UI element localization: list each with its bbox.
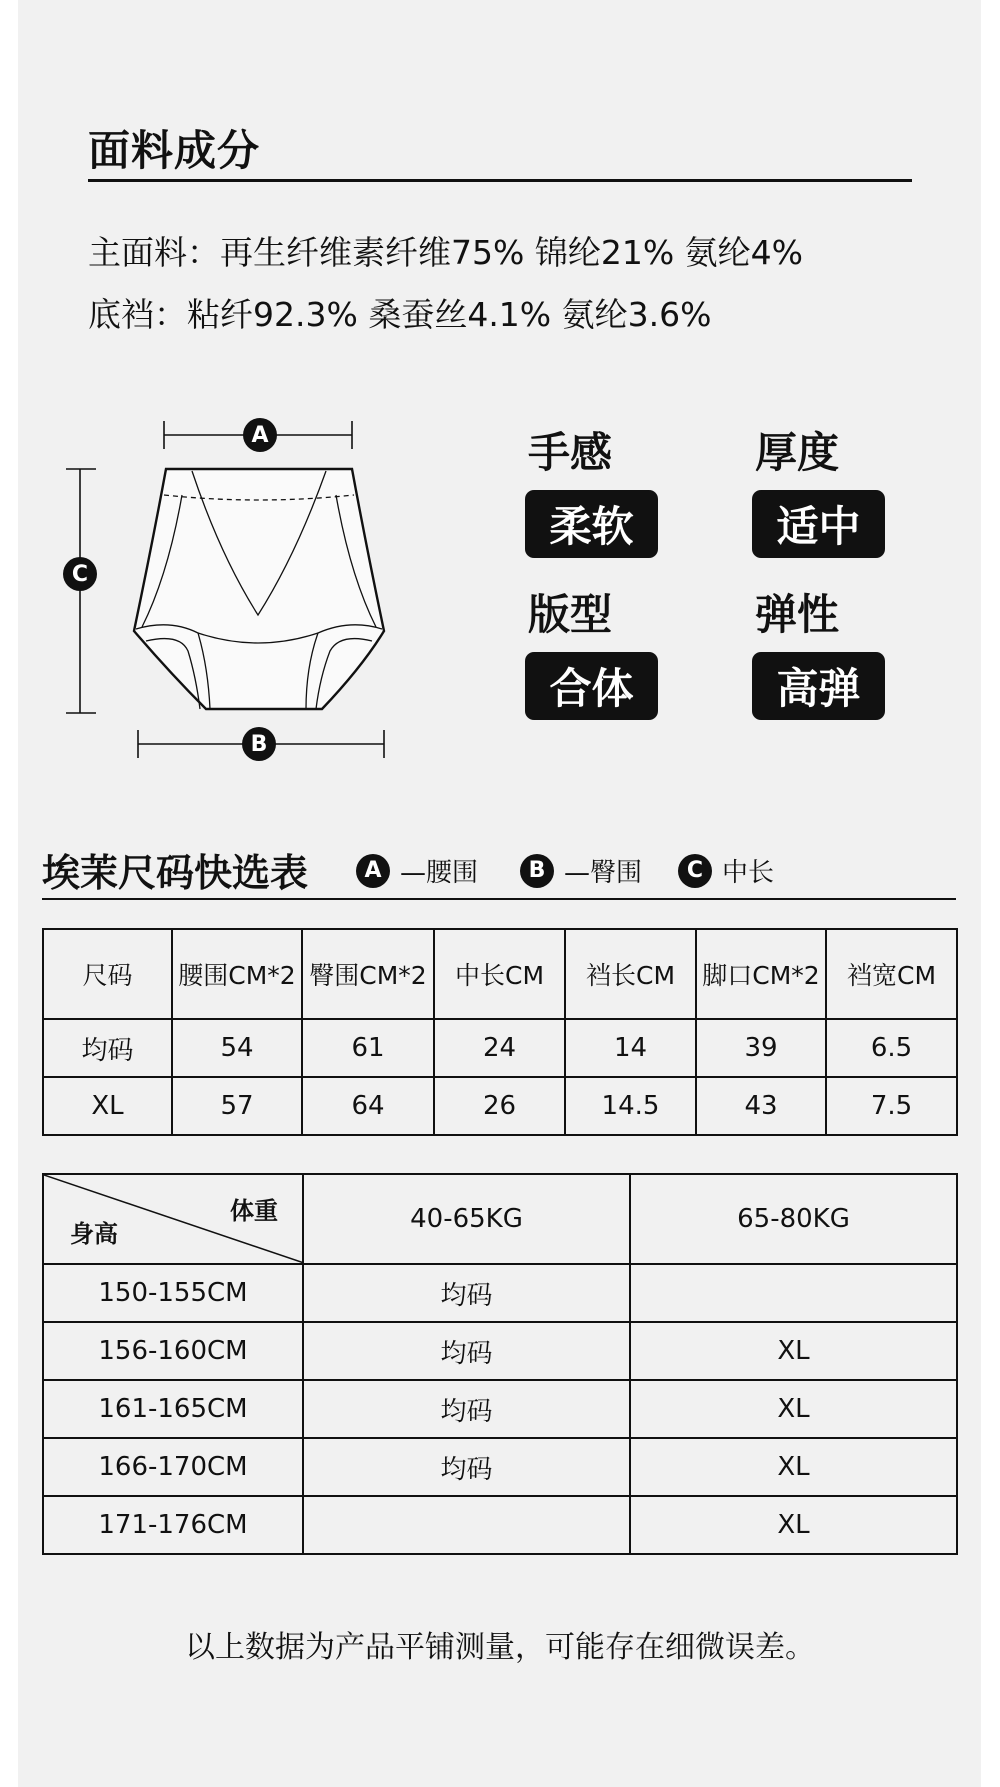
table-cell: XL: [43, 1077, 172, 1135]
table-row: [43, 1380, 957, 1438]
table-cell: XL: [630, 1496, 957, 1554]
table-header-cell: 臀围CM*2: [302, 929, 434, 1019]
table-cell: 150-155CM: [43, 1264, 303, 1322]
table-header-cell: 腰围CM*2: [172, 929, 302, 1019]
briefs-measurement-diagram: [50, 405, 410, 775]
table-cell: 均码: [43, 1019, 172, 1077]
marker-c-icon: C: [678, 854, 712, 888]
table-cell: 43: [696, 1077, 826, 1135]
table-row: [43, 1019, 957, 1077]
size-chart-divider: [42, 898, 956, 900]
table-row: [43, 1322, 957, 1380]
table-header-cell: 65-80KG: [630, 1174, 957, 1264]
table-cell: 均码: [303, 1380, 630, 1438]
table-cell: 54: [172, 1019, 302, 1077]
table-cell: XL: [630, 1438, 957, 1496]
table-cell: XL: [630, 1380, 957, 1438]
table-cell: 6.5: [826, 1019, 957, 1077]
table-cell: 166-170CM: [43, 1438, 303, 1496]
table-cell: 156-160CM: [43, 1322, 303, 1380]
table-header-cell: 尺码: [43, 929, 172, 1019]
gusset-fabric-composition: 底裆：粘纤92.3% 桑蚕丝4.1% 氨纶3.6%: [88, 295, 712, 334]
table-cell: 均码: [303, 1264, 630, 1322]
marker-b-icon: B: [520, 854, 554, 888]
legend-item-waist: [356, 852, 478, 889]
legend-item-length: [678, 852, 774, 889]
table-cell: 均码: [303, 1438, 630, 1496]
table-row: [43, 1077, 957, 1135]
fabric-title-underline: [88, 179, 912, 182]
marker-b-icon: B: [242, 727, 276, 761]
measurement-disclaimer: 以上数据为产品平铺测量，可能存在细微误差。: [185, 1630, 815, 1665]
property-value-thickness: 适中: [752, 490, 885, 558]
table-cell: [303, 1496, 630, 1554]
table-cell: 161-165CM: [43, 1380, 303, 1438]
main-fabric-composition: 主面料：再生纤维素纤维75% 锦纶21% 氨纶4%: [88, 233, 804, 272]
marker-a-icon: A: [356, 854, 390, 888]
table-row: [43, 1496, 957, 1554]
table-cell: 均码: [303, 1322, 630, 1380]
property-label-thickness: 厚度: [755, 428, 840, 477]
table-cell: 14.5: [565, 1077, 696, 1135]
size-measurement-table: [42, 928, 958, 1136]
property-label-fit: 版型: [528, 590, 613, 639]
table-header-row: [43, 1174, 957, 1264]
fabric-section-title: 面料成分: [88, 126, 261, 175]
marker-a-icon: A: [243, 418, 277, 452]
legend-label: —腰围: [400, 858, 479, 888]
property-value-hand-feel: 柔软: [525, 490, 658, 558]
table-row: [43, 1264, 957, 1322]
property-label-hand-feel: 手感: [528, 428, 613, 477]
table-cell: 171-176CM: [43, 1496, 303, 1554]
corner-label-height: 身高: [70, 1220, 118, 1248]
table-cell: 64: [302, 1077, 434, 1135]
size-chart-title: 埃茉尺码快选表: [42, 851, 309, 895]
table-cell: 39: [696, 1019, 826, 1077]
legend-item-hip: [520, 852, 642, 889]
property-value-fit: 合体: [525, 652, 658, 720]
marker-c-icon: C: [63, 557, 97, 591]
table-cell: 61: [302, 1019, 434, 1077]
table-row: [43, 1438, 957, 1496]
table-cell: 26: [434, 1077, 565, 1135]
table-cell: 24: [434, 1019, 565, 1077]
table-cell: 14: [565, 1019, 696, 1077]
height-weight-fit-table: [42, 1173, 958, 1555]
corner-label-weight: 体重: [230, 1197, 278, 1225]
legend-label: —臀围: [564, 858, 643, 888]
table-header-cell: 40-65KG: [303, 1174, 630, 1264]
table-cell: 7.5: [826, 1077, 957, 1135]
table-cell: 57: [172, 1077, 302, 1135]
table-cell: [630, 1264, 957, 1322]
table-header-cell: 裆长CM: [565, 929, 696, 1019]
table-header-cell: 裆宽CM: [826, 929, 957, 1019]
table-header-row: [43, 929, 957, 1019]
table-header-cell: 脚口CM*2: [696, 929, 826, 1019]
table-cell: XL: [630, 1322, 957, 1380]
table-corner-cell: [43, 1174, 303, 1264]
property-value-elasticity: 高弹: [752, 652, 885, 720]
table-header-cell: 中长CM: [434, 929, 565, 1019]
property-label-elasticity: 弹性: [755, 590, 840, 639]
legend-label: 中长: [722, 858, 775, 888]
